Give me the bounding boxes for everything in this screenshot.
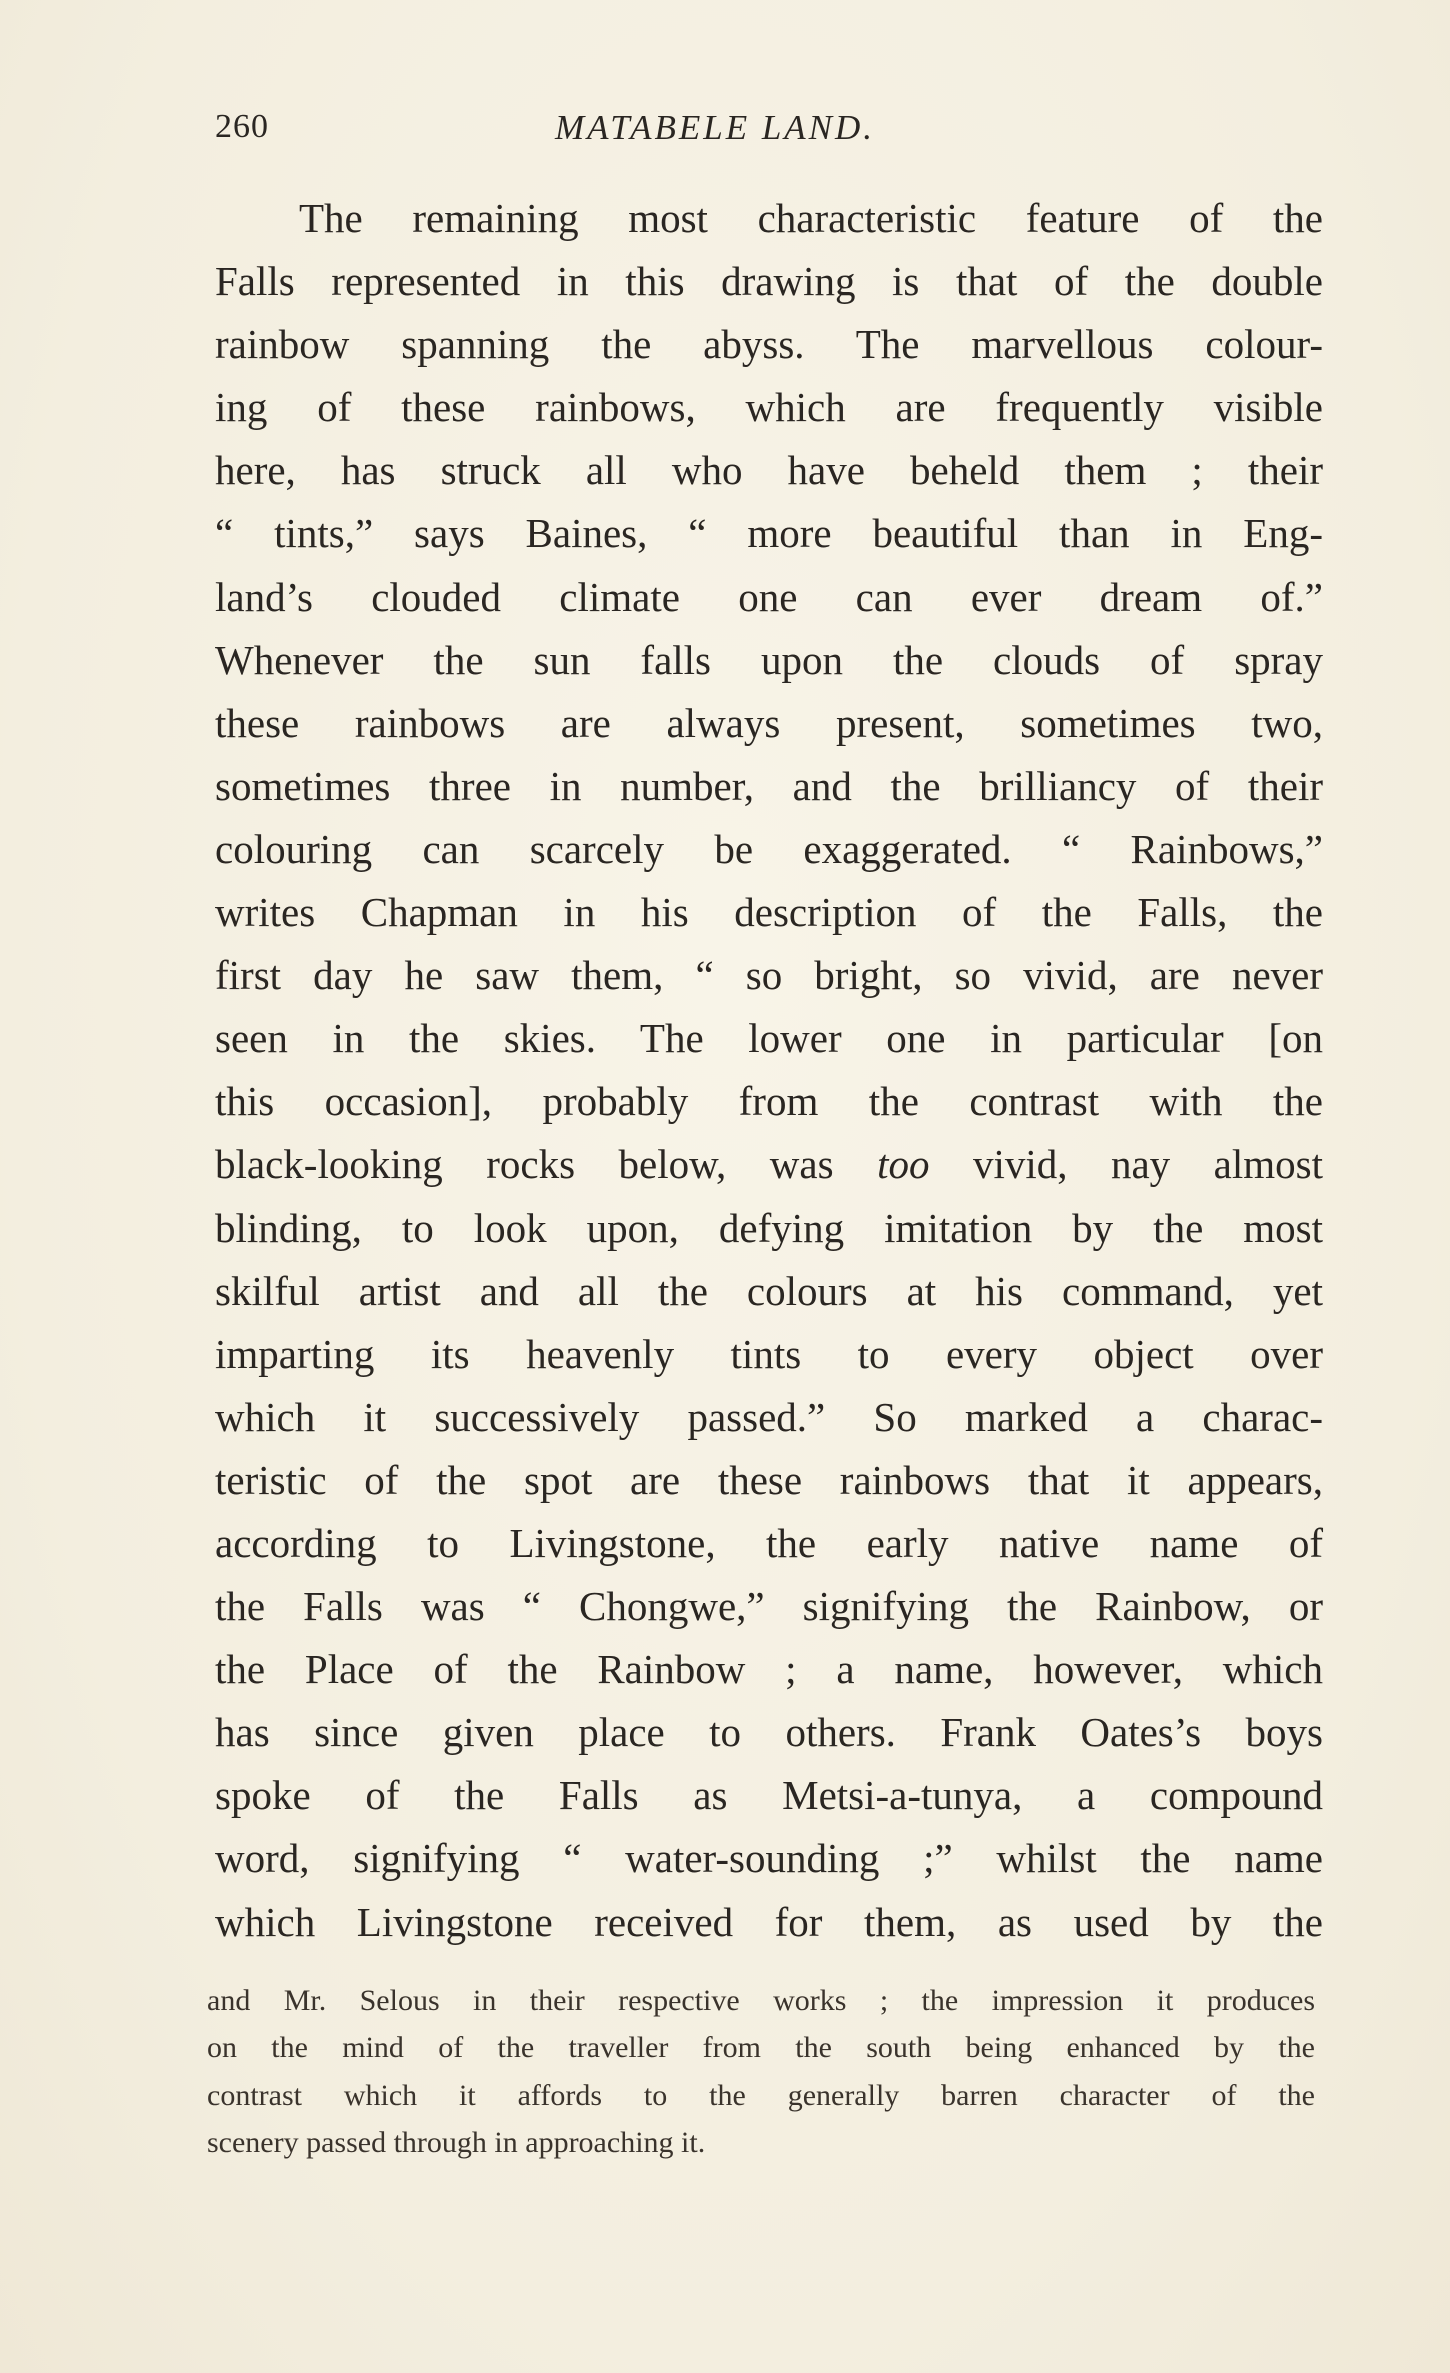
- body-line: seen in the skies. The lower one in particular [on: [215, 1015, 1323, 1062]
- footnote-line: contrast which it affords to the generally barren character of the: [207, 2078, 1315, 2112]
- body-line: this occasion], probably from the contrast with the: [215, 1078, 1323, 1125]
- body-line: first day he saw them, “ so bright, so vivid, are never: [215, 952, 1323, 999]
- running-head: [215, 108, 1315, 158]
- body-line: writes Chapman in his description of the Falls, the: [215, 889, 1323, 936]
- body-line-segment: vivid, nay almost: [929, 1141, 1324, 1188]
- footnote: [207, 1977, 1315, 2166]
- body-line: according to Livingstone, the early native name of: [215, 1519, 1323, 1566]
- footnote-line: on the mind of the traveller from the south being enhanced by the: [207, 2031, 1315, 2065]
- body-line: word, signifying “ water-sounding ;” whilst the name: [215, 1835, 1323, 1882]
- italic-word: too: [877, 1141, 930, 1188]
- body-line: which Livingstone received for them, as used by the: [215, 1898, 1323, 1945]
- body-line: Whenever the sun falls upon the clouds of spray: [215, 636, 1323, 683]
- body-line: has since given place to others. Frank Oates’s boys: [215, 1709, 1323, 1756]
- footnote-line: scenery passed through in approaching it.: [207, 2125, 706, 2159]
- running-title: MATABELE LAND.: [555, 108, 876, 147]
- body-line: skilful artist and all the colours at his command, yet: [215, 1267, 1323, 1314]
- footnote-line: and Mr. Selous in their respective works ; the impression it produces: [207, 1984, 1315, 2017]
- body-line: the Falls was “ Chongwe,” signifying the Rainbow, or: [215, 1583, 1323, 1630]
- body-line: rainbow spanning the abyss. The marvellous colour-: [215, 321, 1323, 368]
- body-line: which it successively passed.” So marked a charac-: [215, 1393, 1323, 1440]
- body-line: The remaining most characteristic feature of the: [299, 195, 1323, 241]
- page-number: 260: [215, 108, 269, 145]
- body-line-segment: black-looking rocks below, was: [215, 1141, 878, 1188]
- body-line: imparting its heavenly tints to every object over: [215, 1330, 1323, 1377]
- body-line: blinding, to look upon, defying imitation by the most: [215, 1204, 1323, 1251]
- body-line: here, has struck all who have beheld them ; their: [215, 447, 1323, 494]
- body-line: these rainbows are always present, sometimes two,: [215, 699, 1323, 746]
- body-line: the Place of the Rainbow ; a name, however, which: [215, 1646, 1323, 1693]
- body-line: sometimes three in number, and the brilliancy of their: [215, 762, 1323, 809]
- body-line: ing of these rainbows, which are frequently visible: [215, 384, 1323, 431]
- body-line: “ tints,” says Baines, “ more beautiful than in Eng-: [215, 510, 1323, 557]
- body-line: colouring can scarcely be exaggerated. “ Rainbows,”: [215, 825, 1323, 872]
- body-paragraph: [215, 187, 1323, 1954]
- body-line: spoke of the Falls as Metsi-a-tunya, a compound: [215, 1772, 1323, 1819]
- body-line: Falls represented in this drawing is that of the double: [215, 258, 1323, 305]
- body-line: teristic of the spot are these rainbows that it appears,: [215, 1456, 1323, 1503]
- body-line-with-italic: [215, 1133, 1323, 1196]
- body-line: land’s clouded climate one can ever dream of.”: [215, 573, 1323, 620]
